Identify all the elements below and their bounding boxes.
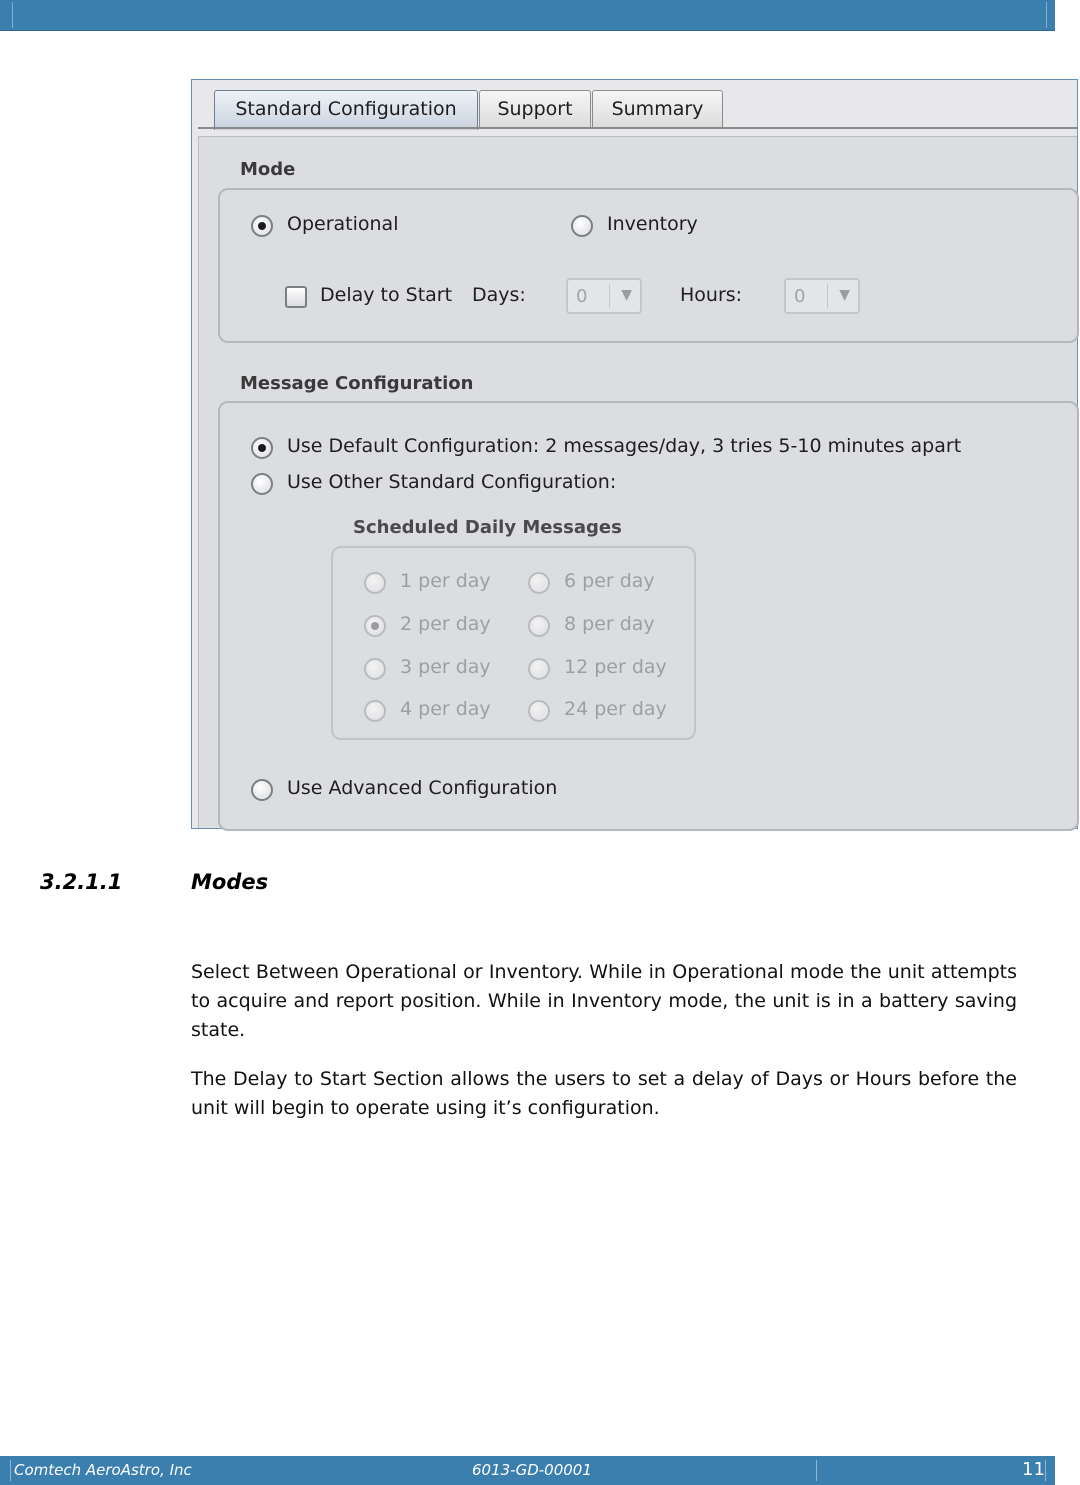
- days-select[interactable]: [566, 278, 642, 314]
- chevron-down-icon: ▼: [621, 287, 632, 303]
- advanced-config-radio[interactable]: [251, 779, 273, 801]
- inventory-radio[interactable]: [571, 215, 593, 237]
- footer-divider: [10, 1460, 11, 1481]
- operational-radio[interactable]: [251, 215, 273, 237]
- tab-content-panel: [198, 136, 1077, 828]
- section-number: 3.2.1.1: [40, 870, 123, 894]
- footer-divider: [1045, 1460, 1046, 1481]
- mode-group-title: Mode: [240, 159, 296, 180]
- footer-page-number: 11: [1022, 1459, 1045, 1480]
- hours-select-value: 0: [794, 286, 806, 307]
- mode-group-box: [218, 188, 1079, 343]
- days-select-value: 0: [576, 286, 588, 307]
- paragraph-delay: The Delay to Start Section allows the users to set a delay of Days or Hours before the unit will begin to operate using it’s configuration.: [191, 1068, 1017, 1119]
- header-bar: [0, 0, 1055, 31]
- footer-doc-number: 6013-GD-00001: [472, 1461, 592, 1479]
- schedule-12-radio[interactable]: [528, 658, 550, 680]
- schedule-3-radio[interactable]: [364, 658, 386, 680]
- scheduled-messages-title: Scheduled Daily Messages: [353, 517, 622, 538]
- schedule-1-label: 1 per day: [400, 570, 491, 592]
- advanced-config-label: Use Advanced Configuration: [287, 777, 558, 799]
- schedule-3-label: 3 per day: [400, 656, 491, 678]
- other-config-label: Use Other Standard Configuration:: [287, 471, 617, 493]
- schedule-6-label: 6 per day: [564, 570, 655, 592]
- schedule-8-label: 8 per day: [564, 613, 655, 635]
- schedule-24-radio[interactable]: [528, 700, 550, 722]
- tab-summary[interactable]: Summary: [592, 90, 723, 127]
- footer-bar: [0, 1456, 1055, 1485]
- default-config-label: Use Default Configuration: 2 messages/day, 3 tries 5-10 minutes apart: [287, 435, 962, 457]
- section-title: Modes: [191, 870, 269, 894]
- days-select-divider: [609, 284, 610, 308]
- schedule-6-radio[interactable]: [528, 572, 550, 594]
- schedule-2-label: 2 per day: [400, 613, 491, 635]
- schedule-1-radio[interactable]: [364, 572, 386, 594]
- chevron-down-icon: ▼: [839, 287, 850, 303]
- delay-to-start-label: Delay to Start: [320, 284, 453, 306]
- paragraph-modes: Select Between Operational or Inventory. While in Operational mode the unit attempts to acquire and report position. While in Inventory mode, the unit is in a battery saving state.: [191, 961, 1017, 1041]
- hours-select[interactable]: [784, 278, 860, 314]
- message-config-group-box: [218, 401, 1079, 831]
- configuration-window: [191, 79, 1078, 829]
- footer-company: Comtech AeroAstro, Inc: [14, 1461, 192, 1479]
- inventory-label: Inventory: [607, 213, 698, 235]
- message-config-group-title: Message Configuration: [240, 373, 474, 394]
- tab-standard-configuration[interactable]: Standard Configuration: [214, 90, 478, 130]
- hours-label: Hours:: [680, 284, 743, 306]
- other-config-radio[interactable]: [251, 473, 273, 495]
- schedule-8-radio[interactable]: [528, 615, 550, 637]
- schedule-4-radio[interactable]: [364, 700, 386, 722]
- schedule-12-label: 12 per day: [564, 656, 667, 678]
- schedule-2-radio[interactable]: [364, 615, 386, 637]
- hours-select-divider: [827, 284, 828, 308]
- scheduled-messages-box: [331, 546, 696, 740]
- operational-label: Operational: [287, 213, 399, 235]
- schedule-24-label: 24 per day: [564, 698, 667, 720]
- default-config-radio[interactable]: [251, 437, 273, 459]
- header-bar-frame: [12, 2, 1047, 28]
- footer-divider: [816, 1460, 817, 1481]
- tab-support[interactable]: Support: [479, 90, 591, 127]
- schedule-4-label: 4 per day: [400, 698, 491, 720]
- tab-divider: [198, 127, 1077, 129]
- days-label: Days:: [472, 284, 526, 306]
- delay-to-start-checkbox[interactable]: [285, 286, 307, 308]
